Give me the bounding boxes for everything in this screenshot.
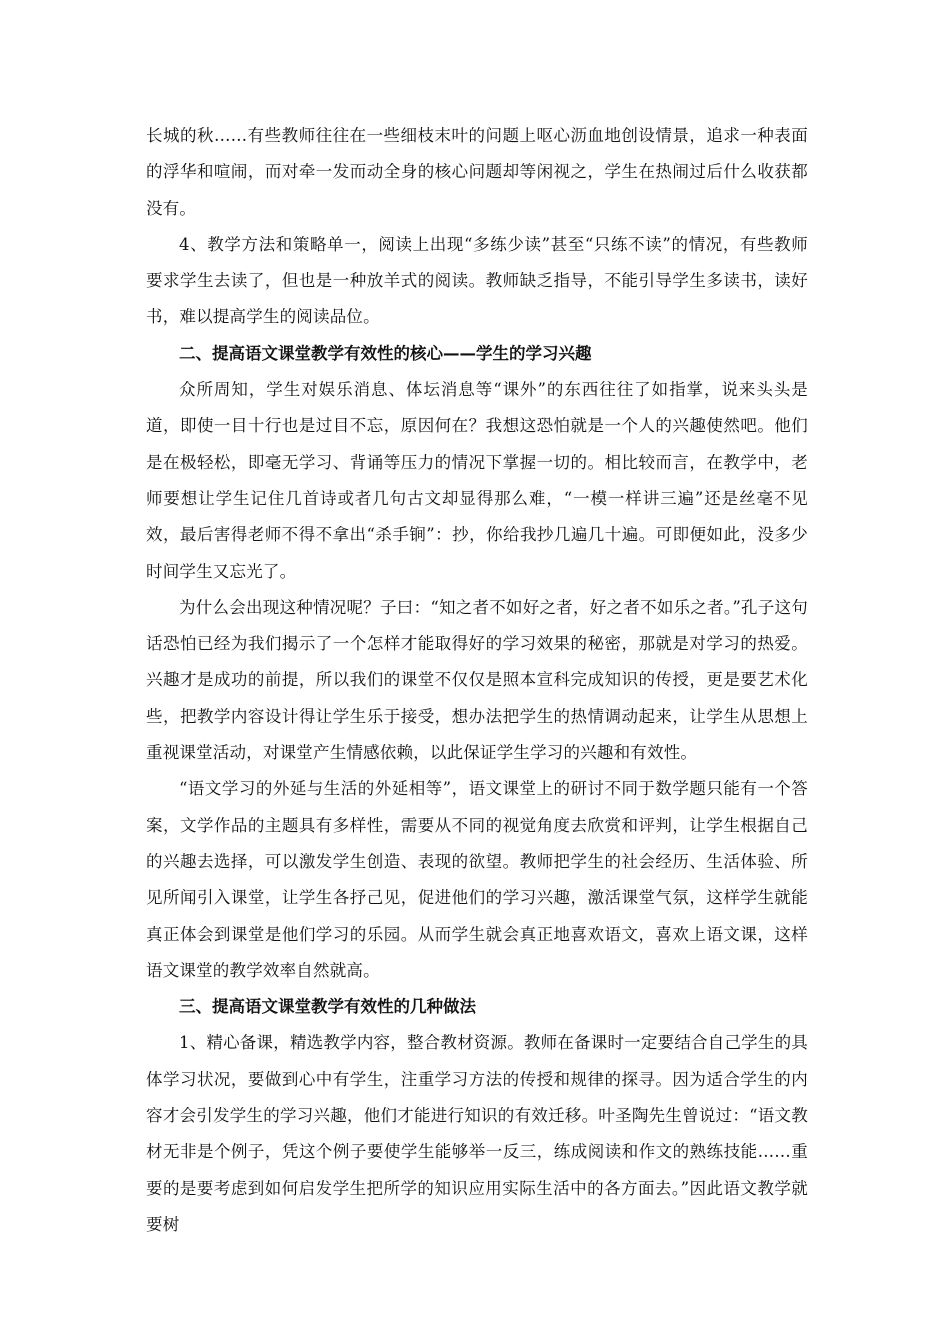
paragraph-interest-intro: 众所周知，学生对娱乐消息、体坛消息等“课外”的东西往往了如指掌，说来头头是道，即使一目十行也是过目不忘，原因何在？我想这恐怕就是一个人的兴趣使然吧。他们是在极轻松，即毫无学习、背诵等压力的情况下掌握一切的。相比较而言，在教学中，老师要想让学生记住几首诗或者几句古文却显得那么难，“一模一样讲三遍”还是丝毫不见效，最后害得老师不得不拿出“杀手锏”：抄，你给我抄几遍几十遍。可即便如此，没多少时间学生又忘光了。	[146, 380, 808, 581]
paragraph-point-4: 4、教学方法和策略单一，阅读上出现“多练少读”甚至“只练不读”的情况，有些教师要求学生去读了，但也是一种放羊式的阅读。教师缺乏指导，不能引导学生多读书，读好书，难以提高学生的阅读品位。	[146, 234, 808, 327]
section-heading-2: 二、提高语文课堂教学有效性的核心——学生的学习兴趣	[179, 343, 592, 363]
paragraph-language-life: “语文学习的外延与生活的外延相等”，语文课堂上的研讨不同于数学题只能有一个答案，文学作品的主题具有多样性，需要从不同的视觉角度去欣赏和评判，让学生根据自己的兴趣去选择，可以激发学生创造、表现的欲望。教师把学生的社会经历、生活体验、所见所闻引入课堂，让学生各抒己见，促进他们的学习兴趣，激活课堂气氛，这样学生就能真正体会到课堂是他们学习的乐园。从而学生就会真正地喜欢语文，喜欢上语文课，这样语文课堂的教学效率自然就高。	[146, 779, 808, 980]
document-page	[146, 118, 808, 1243]
paragraph-method-1: 1、精心备课，精选教学内容，整合教材资源。教师在备课时一定要结合自己学生的具体学习状况，要做到心中有学生，注重学习方法的传授和规律的探寻。因为适合学生的内容才会引发学生的学习兴趣，他们才能进行知识的有效迁移。叶圣陶先生曾说过：“语文教材无非是个例子，凭这个例子要使学生能够举一反三，练成阅读和作文的熟练技能……重要的是要考虑到如何启发学生把所学的知识应用实际生活中的各方面去。”因此语文教学就要树	[146, 1033, 808, 1234]
paragraph-confucius-quote: 为什么会出现这种情况呢？子曰：“知之者不如好之者，好之者不如乐之者。”孔子这句话恐怕已经为我们揭示了一个怎样才能取得好的学习效果的秘密，那就是对学习的热爱。兴趣才是成功的前提，所以我们的课堂不仅仅是照本宣科完成知识的传授，更是要艺术化些，把教学内容设计得让学生乐于接受，想办法把学生的热情调动起来，让学生从思想上重视课堂活动，对课堂产生情感依赖，以此保证学生学习的兴趣和有效性。	[146, 597, 808, 763]
paragraph-continuation: 长城的秋……有些教师往往在一些细枝末叶的问题上呕心沥血地创设情景，追求一种表面的浮华和喧闹，而对牵一发而动全身的核心问题却等闲视之，学生在热闹过后什么收获都没有。	[146, 126, 808, 218]
section-heading-3: 三、提高语文课堂教学有效性的几种做法	[179, 997, 476, 1017]
